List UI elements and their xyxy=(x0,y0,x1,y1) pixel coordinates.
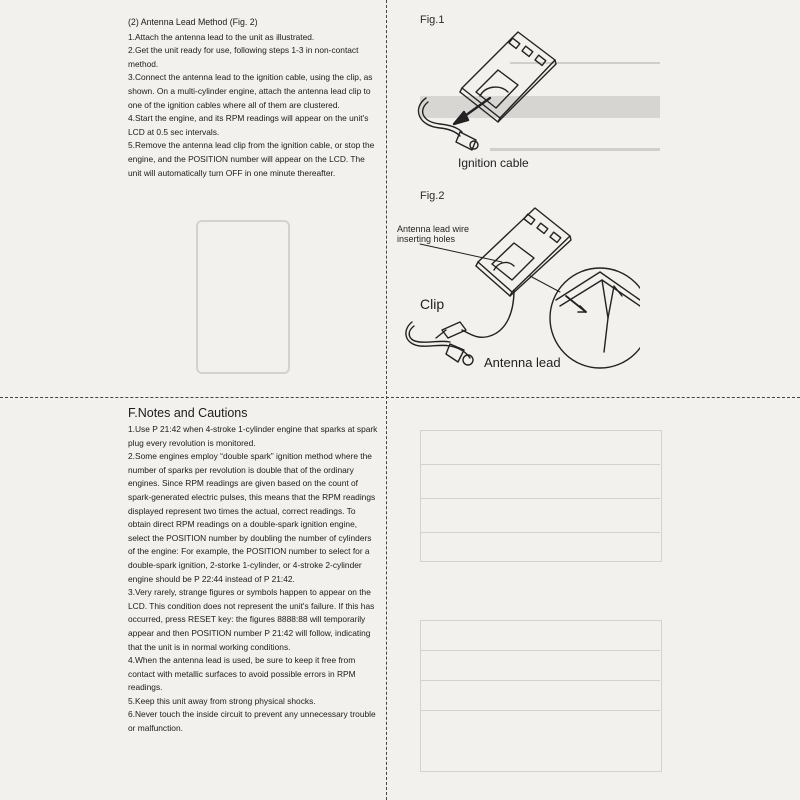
fig2-callout: Antenna lead wire inserting holes xyxy=(397,224,470,244)
fig1-ignition-cable xyxy=(418,98,478,150)
fig2-clip-label: Clip xyxy=(420,296,445,312)
fig1-label: Fig.1 xyxy=(420,14,445,26)
fig2-antenna-label: Antenna lead xyxy=(484,355,561,370)
note-1: 1.Use P 21:42 when 4-stroke 1-cylinder engine that sparks at spark plug every revolution is monitored. xyxy=(128,424,378,448)
step-3: 3.Connect the antenna lead to the ignition cable, using the clip, as shown. On a multi-cylinder engine, attach the antenna lead clip to one of the ignition cables where all of them are clustered. xyxy=(128,72,373,110)
fold-line-vertical xyxy=(386,0,387,800)
antenna-lead-method-section xyxy=(128,16,378,180)
step-1: 1.Attach the antenna lead to the unit as illustrated. xyxy=(128,31,315,42)
note-6: 6.Never touch the inside circuit to prevent any unnecessary trouble or malfunction. xyxy=(128,709,376,734)
notes-cautions-section xyxy=(128,405,380,736)
fig2-tachometer-unit xyxy=(476,208,571,296)
note-2: 2.Some engines employ “double spark” ignition method where the number of sparks per revolution is double that of the ordinary engines. Since RPM readings are given based on the count of spark-generated electric pulses, this means that the RPM readings displayed represent two times the actual, correct readings. To obtain direct RPM readings on a double-spark ignition engine, select the POSITION number by doubling the number of cylinders of the engine: For example, the POSITION number to select for a double-spark ignition, 2-storke 1-cylinder, or 4-stroke 2-cylinder engine should be P 22:44 instead of P 21:42. xyxy=(128,451,376,584)
fig1-caption: Ignition cable xyxy=(458,156,529,170)
figure-illustrations xyxy=(390,0,640,390)
section-heading: (2) Antenna Lead Method (Fig. 2) xyxy=(128,17,258,27)
step-2: 2.Get the unit ready for use, following steps 1-3 in non-contact method. xyxy=(128,45,359,69)
fig2-label: Fig.2 xyxy=(420,190,445,202)
fig2-magnified-detail xyxy=(550,268,640,368)
fold-line-horizontal xyxy=(0,397,800,398)
show-through-table xyxy=(420,420,660,780)
show-through-box xyxy=(196,220,290,374)
note-3: 3.Very rarely, strange figures or symbols happen to appear on the LCD. This condition does not represent the unit's failure. If this has occurred, press RESET key: the figures 8888:88 will temporarily appear and then POSITION number P 21:42 will follow, indicating that the unit is in normal working conditions. xyxy=(128,587,375,652)
note-4: 4.When the antenna lead is used, be sure to keep it free from contact with metallic surfaces to avoid possible errors in RPM readings. xyxy=(128,655,356,693)
step-5: 5.Remove the antenna lead clip from the ignition cable, or stop the engine, and the POSITION number will appear on the LCD. The unit will automatically turn OFF in one minute thereafter. xyxy=(128,140,375,178)
section-title: F.Notes and Cautions xyxy=(128,406,248,420)
note-5: 5.Keep this unit away from strong physical shocks. xyxy=(128,695,316,706)
fig2-antenna-lead xyxy=(406,290,514,365)
step-4: 4.Start the engine, and its RPM readings will appear on the unit's LCD at 0.5 sec intervals. xyxy=(128,113,369,137)
callout-leader xyxy=(420,244,502,262)
magnify-leader xyxy=(530,276,560,292)
